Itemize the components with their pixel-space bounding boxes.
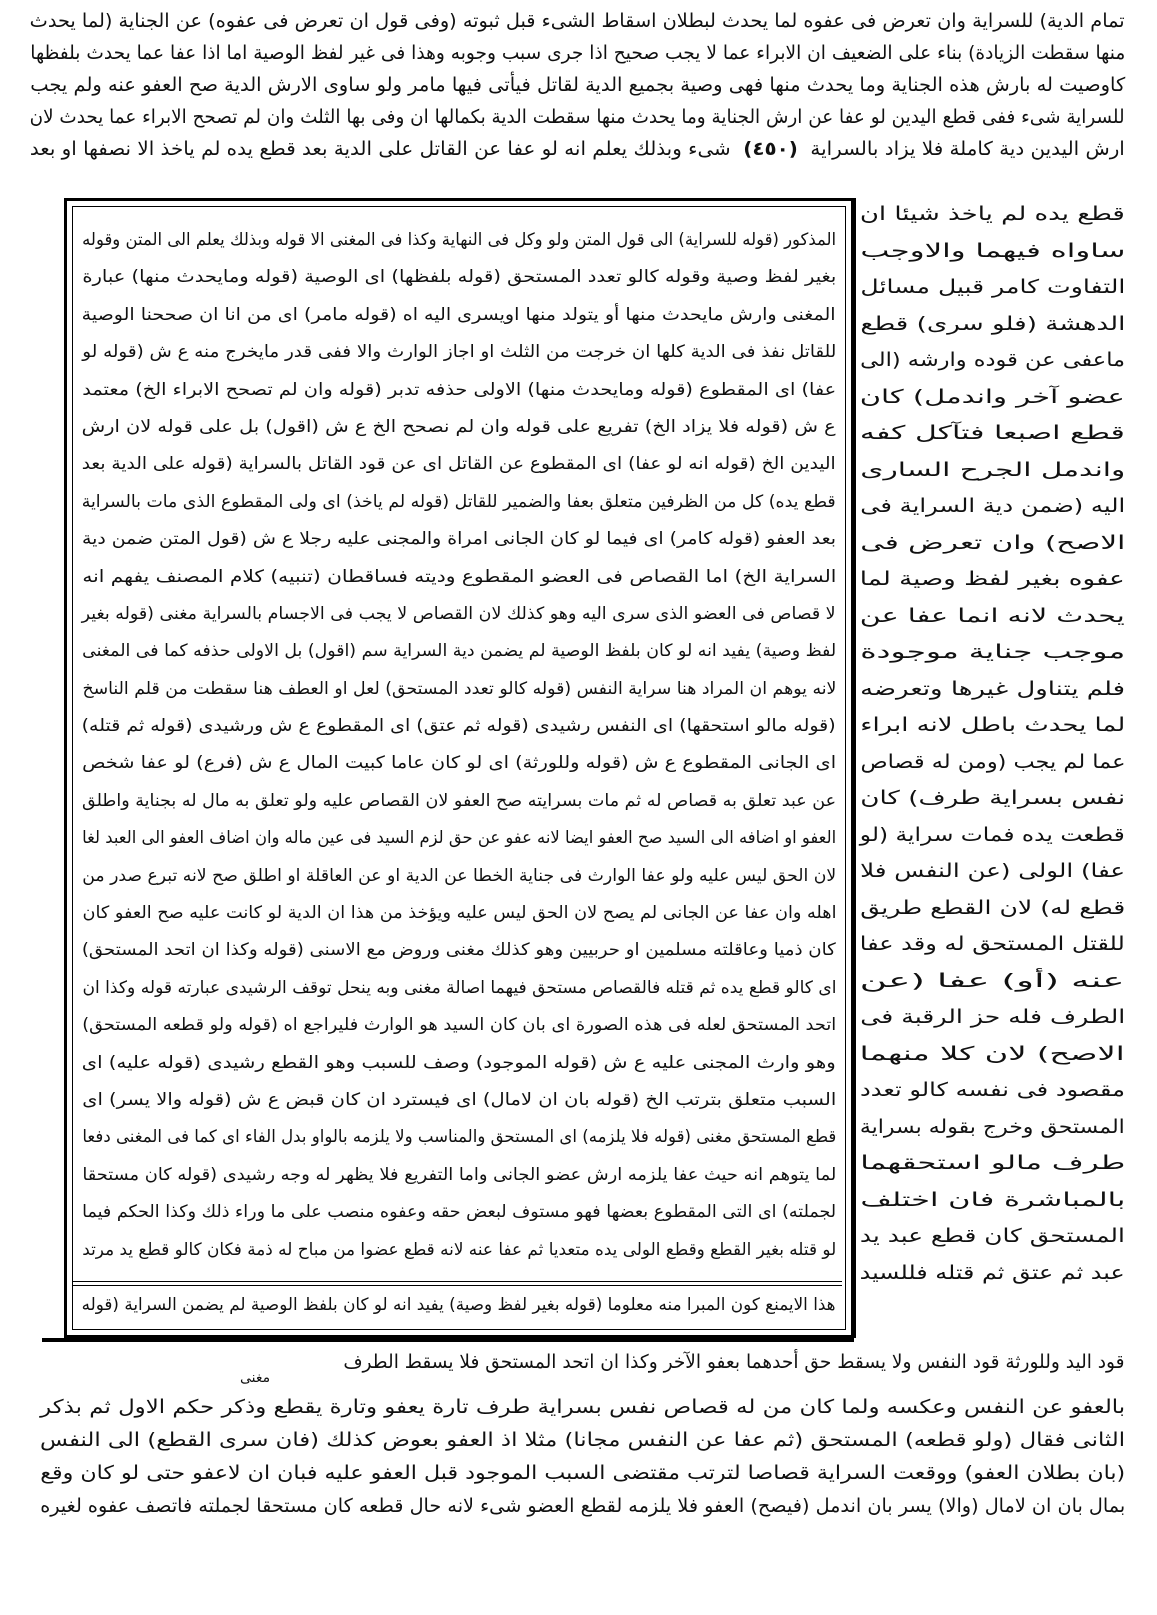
footer-line: هذا الايمنع كون المبرا منه معلوما (قوله بغير لفظ وصية) يفيد انه لو كان بلفظ الوصية لم يضمن السراية (قوله xyxy=(82,1295,836,1315)
text-line xyxy=(82,297,836,334)
line-text: للسراية شىء ففى قطع اليدين لو عفا عن ارش الجناية وما يحدث منها سقطت الدية بكمالها ان وفى بها الثلث وان لم تصحح الابراء عما يحدث لان xyxy=(30,106,1125,128)
line-text: وهو وارث المجنى عليه ع ش (قوله الموجود) وصف للسبب وهو القطع رشيدى (قوله عليه) اى xyxy=(82,1052,836,1073)
text-line xyxy=(860,1036,1125,1073)
text-line xyxy=(860,1145,1125,1182)
text-line xyxy=(860,598,1125,635)
line-text: بالمباشرة فان اختلف xyxy=(860,1188,1125,1211)
line-text: عفا) الولى (عن النفس فلا xyxy=(860,860,1125,882)
text-line xyxy=(860,926,1125,963)
footer-divider xyxy=(72,1281,842,1286)
line-text: الثانى فقال (ولو قطعه) المستحق (ثم عفا عن النفس مجانا) مثلا اذ العفو بعوض كذلك (فان سرى القطع) الى النفس xyxy=(40,1429,1125,1451)
text-line xyxy=(82,783,836,820)
text-line xyxy=(40,1490,1125,1523)
commentary-footer xyxy=(82,1288,836,1322)
line-text: الاصح) لان كلا منهما xyxy=(860,1042,1125,1065)
page-number: (٤٥٠) xyxy=(743,138,798,160)
line-text: اليه (ضمن دية السراية فى xyxy=(860,495,1125,517)
text-line xyxy=(82,708,836,745)
line-text: التفاوت كامر قبيل مسائل xyxy=(860,276,1125,298)
text-line xyxy=(860,999,1125,1036)
text-line xyxy=(82,1194,836,1231)
line-text: واندمل الجرح السارى xyxy=(860,458,1125,481)
line-text: الطرف فله حز الرقبة فى xyxy=(860,1006,1125,1028)
text-line xyxy=(82,1082,836,1119)
text-line xyxy=(82,1232,836,1269)
text-line xyxy=(860,634,1125,671)
line-text: ماعفى عن قوده وارشه (الى xyxy=(860,349,1125,371)
line-text: العفو او اضافه الى السيد صح العفو ايضا لانه عفو عن حق لزم السيد فى عين ماله وان اضاف العفو الى العبد لغا xyxy=(82,828,836,849)
line-text: لان الحق ليس عليه ولو عفا الوارث فى جناية الخطا عن الدية او عن العاقلة او اطلق صح لانه تبرع صدر من xyxy=(82,865,836,886)
line-text: قطع يده لم ياخذ شيئا ان xyxy=(860,203,1125,225)
line-text: عما لم يجب (ومن له قصاص xyxy=(860,750,1125,773)
text-line xyxy=(860,853,1125,890)
line-text: بمال بان ان لامال (والا) يسر بان اندمل (فيصح) العفو فلا يلزمه لقطع العضو شىء لانه حال قطعه كان مستحقا لجملته فاتصف عفوه لغيره xyxy=(40,1495,1125,1517)
text-line xyxy=(860,671,1125,708)
text-line xyxy=(82,820,836,857)
text-line xyxy=(30,101,1125,133)
line-text: ارش اليدين دية كاملة فلا يزاد بالسراية xyxy=(810,138,1125,160)
text-line xyxy=(40,1391,1125,1424)
line-text: قطع اصبعا فتآكل كفه xyxy=(860,422,1125,444)
text-line xyxy=(860,1109,1125,1146)
text-line xyxy=(82,1007,836,1044)
text-line xyxy=(82,932,836,969)
line-text: ساواه فيهما والاوجب xyxy=(860,239,1125,262)
text-line xyxy=(40,1345,1125,1391)
text-line xyxy=(860,780,1125,817)
line-text: لو قتله بغير القطع وقطع الولى يده متعديا ثم عفا عنه لانه قطع عضوا من مباح له ذمة فكان كالو قطع يد مرتد xyxy=(82,1239,836,1260)
line-text: عنه (أو) عفا (عن xyxy=(860,969,1125,992)
line-text: موجب جناية موجودة xyxy=(860,641,1125,663)
text-line xyxy=(82,1157,836,1194)
text-line xyxy=(82,596,836,633)
line-text: اى الجانى المقطوع ع ش (قوله وللورثة) اى لو كان عاما كبيت المال ع ش (فرع) لو عفا شخص xyxy=(81,753,836,774)
line-text: للقتل المستحق له وقد عفا xyxy=(860,933,1125,955)
text-line xyxy=(82,858,836,895)
line-text: قطعت يده فمات سراية (لو xyxy=(860,823,1125,846)
text-line xyxy=(860,452,1125,489)
main-text-bottom xyxy=(40,1345,1125,1523)
text-line xyxy=(82,1045,836,1082)
text-line xyxy=(860,1255,1125,1292)
text-line xyxy=(82,446,836,483)
line-text: الاصح) وان تعرض فى xyxy=(860,531,1125,554)
line-text: قطع له) لان القطع طريق xyxy=(860,896,1125,919)
line-text: قطع يده) كل من الظرفين متعلق بعفا والضمير للقاتل (قوله لم ياخذ) اى ولى المقطوع الذى مات بالسراية xyxy=(82,491,836,512)
main-text-side-column xyxy=(860,196,1125,1291)
line-text: كاوصيت له بارش هذه الجناية وما يحدث منها فهى وصية بجميع الدية لقاتل فيأتى فيها مامر ولو ساوى الارش الدية صح العفو عنه ولم يجب xyxy=(30,74,1125,96)
line-text: السراية الخ) اما القصاص فى العضو المقطوع وديته فساقطان (تنبيه) كلام المصنف يفهم انه xyxy=(82,566,836,587)
main-text-top xyxy=(30,5,1125,165)
text-line xyxy=(860,379,1125,416)
bottom-divider xyxy=(42,1338,854,1342)
text-line xyxy=(860,963,1125,1000)
text-line xyxy=(82,1119,836,1156)
line-text: لفظ وصية) يفيد انه لو كان بلفظ الوصية لم يضمن دية السراية سم (اقول) بل الاولى حذفه كما فى المغنى xyxy=(82,641,836,662)
line-text: بالعفو عن النفس وعكسه ولما كان من له قصاص نفس بسراية طرف تارة يعفو وتارة يقطع وذكر حكم الاول ثم بذكر xyxy=(40,1396,1125,1418)
line-text: قود اليد وللورثة قود النفس ولا يسقط حق أحدهما بعفو الآخر وكذا ان اتحد المستحق فلا يسقط الطرف xyxy=(343,1351,1125,1373)
text-line xyxy=(82,970,836,1007)
text-line xyxy=(82,633,836,670)
line-text: يحدث لانه انما عفا عن xyxy=(860,604,1125,627)
line-text: (قوله مالو استحقها) اى النفس رشيدى (قوله ثم عتق) اى المقطوع ع ش ورشيدى (قوله ثم قتله) xyxy=(82,716,836,737)
text-line xyxy=(860,1218,1125,1255)
text-line xyxy=(82,484,836,521)
text-line xyxy=(860,342,1125,379)
line-text: مقصود فى نفسه كالو تعدد xyxy=(860,1079,1125,1101)
line-text: تمام الدية) للسراية وان تعرض فى عفوه لما يحدث لبطلان اسقاط الشىء قبل ثبوته (وفى قول ان تعرض فى عفوه) عن الجناية (لما يحدث xyxy=(30,10,1125,32)
line-text: عن عبد تعلق به قصاص له ثم مات بسرايته صح العفو لان القصاص عليه ولو تعلق به مال له بجناية واطلق xyxy=(82,790,836,811)
text-line xyxy=(82,259,836,296)
line-text: نفس بسراية طرف) كان xyxy=(860,787,1125,809)
commentary-text xyxy=(82,222,836,1269)
text-line xyxy=(82,671,836,708)
margin-note: مغنى xyxy=(240,1370,271,1386)
line-text: اهله وان عفا عن الجانى لم يصح لان الحق ليس عليه ويؤخذ من هذا ان الدية لو كانت عليه صح العفو كان xyxy=(82,903,836,924)
line-text: عضو آخر واندمل) كان xyxy=(860,385,1125,408)
text-line xyxy=(860,817,1125,854)
line-text: السبب متعلق بترتب الخ (قوله بان ان لامال) اى فيسترد ان كان قبض ع ش (قوله والا يسر) اى xyxy=(82,1089,836,1110)
line-text: المستحق وخرج بقوله بسراية xyxy=(860,1115,1125,1138)
text-line xyxy=(82,745,836,782)
text-line xyxy=(30,5,1125,37)
text-line xyxy=(30,69,1125,101)
text-line xyxy=(860,306,1125,343)
line-text: المستحق كان قطع عبد يد xyxy=(860,1225,1125,1247)
line-text: عفوه بغير لفظ وصية لما xyxy=(860,568,1125,590)
line-text: المغنى وارش مايحدث منها أو يتولد منها اويسرى اليه اه (قوله مامر) اى من انا ان صححنا الوصية xyxy=(81,304,836,325)
line-text: شىء وبذلك يعلم انه لو عفا عن القاتل على الدية بعد قطع يده لم ياخذ الا نصفها او بعد xyxy=(30,138,731,160)
text-line xyxy=(82,895,836,932)
text-line xyxy=(82,521,836,558)
line-text xyxy=(30,133,1125,165)
line-text: بغير لفظ وصية وقوله كالو تعدد المستحق (قوله بلفظها) اى الوصية (قوله ومايحدث منها) عبارة xyxy=(82,267,836,288)
line-text: اى كالو قطع يده ثم قتله فالقصاص مستحق فيهما اصالة مغنى وبه ينحل توقف الرشيدى عبارته قوله وكذا ان xyxy=(82,977,836,998)
line-text: قطع المستحق مغنى (قوله فلا يلزمه) اى المستحق والمناسب ولا يلزمه بالواو بدل الفاء اى كما فى المغنى دفعا xyxy=(82,1127,836,1148)
text-line xyxy=(860,269,1125,306)
text-line xyxy=(40,1424,1125,1457)
text-line xyxy=(82,559,836,596)
line-text: فلم يتناول غيرها وتعرضه xyxy=(860,677,1125,700)
text-line xyxy=(860,488,1125,525)
line-text: لا قصاص فى العضو الذى سرى اليه وهو كذلك لان القصاص لا يجب فى الاجسام بالسراية مغنى (قوله بغير xyxy=(82,603,836,624)
line-text: اتحد المستحق لعله فى هذه الصورة اى بان كان السيد هو الوارث فليراجع اه (قوله ولو قطعه المستحق) xyxy=(82,1015,836,1036)
line-text: لانه يوهم ان المراد هنا سراية النفس (قوله كالو تعدد المستحق) لعل او العطف هنا سقطت من قلم الناسخ xyxy=(82,678,836,699)
text-line xyxy=(860,525,1125,562)
line-text: بعد العفو (قوله كامر) اى فيما لو كان الجانى امراة والمجنى عليه رجلا ع ش (قول المتن ضمن دية xyxy=(82,529,836,550)
line-text: اليدين الخ (قوله انه لو عفا) اى المقطوع عن القاتل اى عن قود القاتل بالسراية (قوله على الدية بعد xyxy=(82,454,836,475)
line-text: عبد ثم عتق ثم قتله فللسيد xyxy=(860,1261,1125,1284)
text-line xyxy=(860,233,1125,270)
text-line xyxy=(860,890,1125,927)
text-line xyxy=(30,37,1125,69)
line-text: منها سقطت الزيادة) بناء على الضعيف ان الابراء عما لا يجب صحيح اذا جرى سبب وجوبه وهذا فى غير لفظ الوصية اما اذا عفا عما يحدث بلفظها xyxy=(30,42,1125,64)
text-line xyxy=(40,1457,1125,1490)
text-line xyxy=(82,372,836,409)
text-line xyxy=(860,707,1125,744)
text-line xyxy=(860,415,1125,452)
line-text: لما يتوهم انه حيث عفا يلزمه ارش عضو الجانى واما التفريع فلا يظهر له وجه رشيدى (قوله كان مستحقا xyxy=(82,1164,836,1185)
text-line xyxy=(860,744,1125,781)
text-line xyxy=(82,334,836,371)
line-text: كان ذميا وعاقلته مسلمين او حربيين وهو كذلك مغنى وروض مع الاسنى (قوله وكذا ان اتحد المستحق) xyxy=(82,940,836,961)
line-text: ع ش (قوله فلا يزاد الخ) تفريع على قوله وان لم نصحح الخ ع ش (اقول) بل على قوله لان ارش xyxy=(82,416,836,437)
line-text: لجملته) اى التى المقطوع بعضها فهو مستوف لبعض حقه وعفوه منصب على ما وراء ذلك وكذا الحكم فيما xyxy=(82,1202,836,1223)
text-line xyxy=(82,409,836,446)
text-line xyxy=(860,1072,1125,1109)
line-text: عفا) اى المقطوع (قوله ومايحدث منها) الاولى حذفه تدبر (قوله وان لم تصحح الابراء الخ) معتمد xyxy=(82,379,836,400)
line-text: طرف مالو استحقهما xyxy=(860,1152,1125,1174)
line-text: للقاتل نفذ فى الدية كلها ان خرجت من الثلث او اجاز الوارث والا ففى قدر مايخرج منه ع ش (قوله لو xyxy=(82,342,836,363)
line-text: لما يحدث باطل لانه ابراء xyxy=(860,714,1125,736)
text-line xyxy=(860,561,1125,598)
text-line xyxy=(860,1182,1125,1219)
line-text: المذكور (قوله للسراية) الى قول المتن ولو وكل فى النهاية وكذا فى المغنى الا قوله وبذلك يعلم الى المتن وقوله xyxy=(82,230,836,250)
line-text: الدهشة (فلو سرى) قطع xyxy=(860,312,1125,335)
text-line xyxy=(860,196,1125,233)
text-line xyxy=(82,222,836,259)
text-line xyxy=(30,133,1125,165)
line-text: (بان بطلان العفو) ووقعت السراية قصاصا لترتب مقتضى السبب الموجود قبل العفو عليه فبان ان لاعفو حتى لو كان وقع xyxy=(40,1462,1125,1484)
